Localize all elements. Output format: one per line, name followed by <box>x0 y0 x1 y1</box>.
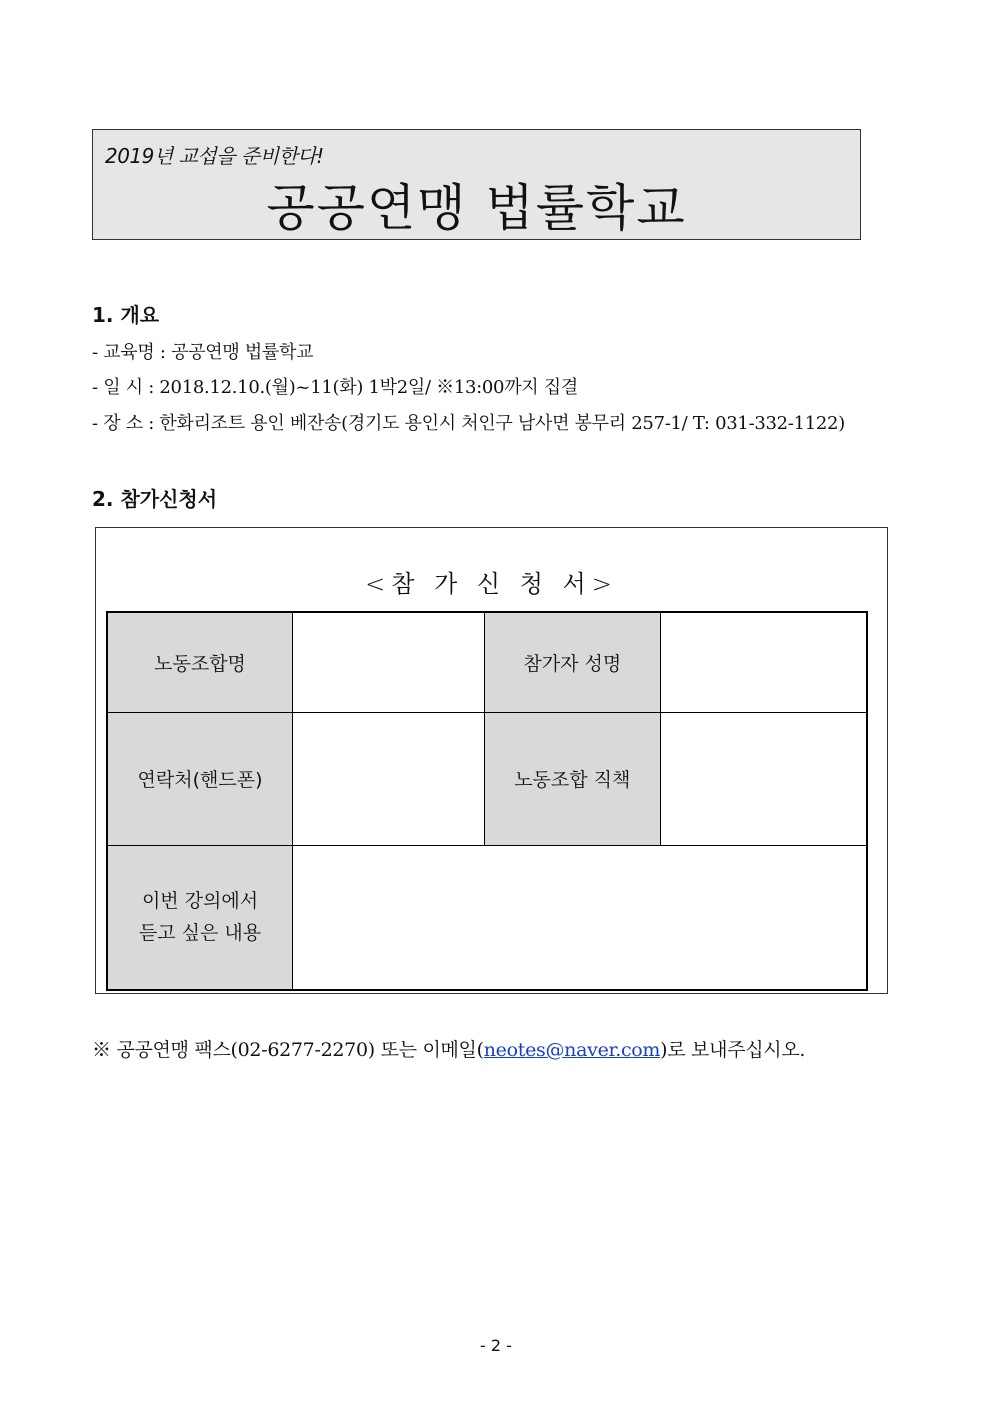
participant-name-field[interactable] <box>661 612 867 712</box>
contact-field[interactable] <box>293 712 484 845</box>
form-title: <참 가 신 청 서> <box>365 570 618 598</box>
union-name-label: 노동조합명 <box>107 612 293 712</box>
topic-field[interactable] <box>293 845 867 990</box>
union-position-label: 노동조합 직책 <box>484 712 661 845</box>
participant-name-label: 참가자 성명 <box>484 612 661 712</box>
application-form <box>95 527 888 994</box>
form-row-2 <box>107 712 867 845</box>
section2-heading: 2. 참가신청서 <box>92 487 218 511</box>
form-row-3 <box>107 845 867 990</box>
footer-suffix: )로 보내주십시오. <box>660 1039 806 1061</box>
union-position-field[interactable] <box>661 712 867 845</box>
title-main: 공공연맹 법률학교 <box>266 179 687 237</box>
info-schedule: - 일 시 : 2018.12.10.(월)~11(화) 1박2일/ ※13:00까지 집결 <box>92 377 578 398</box>
footer-note <box>92 1035 805 1062</box>
form-table <box>106 611 868 991</box>
email-link[interactable]: neotes@naver.com <box>483 1039 661 1061</box>
union-name-field[interactable] <box>293 612 484 712</box>
section1-heading: 1. 개요 <box>92 303 160 327</box>
contact-label: 연락처(핸드폰) <box>107 712 293 845</box>
topic-label <box>107 845 293 990</box>
topic-label-line2: 듣고 싶은 내용 <box>138 922 262 945</box>
topic-label-line1: 이번 강의에서 <box>141 890 259 913</box>
info-education-name: - 교육명 : 공공연맹 법률학교 <box>92 342 314 363</box>
page-number: - 2 - <box>480 1336 512 1355</box>
title-box <box>92 129 861 240</box>
footer-prefix: ※ 공공연맹 팩스(02-6277-2270) 또는 이메일( <box>92 1039 484 1061</box>
title-subtitle: 2019년 교섭을 준비한다! <box>105 144 324 168</box>
form-row-1 <box>107 612 867 712</box>
info-location: - 장 소 : 한화리조트 용인 베잔송(경기도 용인시 처인구 남사면 봉무리 257-1/ T: 031-332-1122) <box>92 413 845 434</box>
